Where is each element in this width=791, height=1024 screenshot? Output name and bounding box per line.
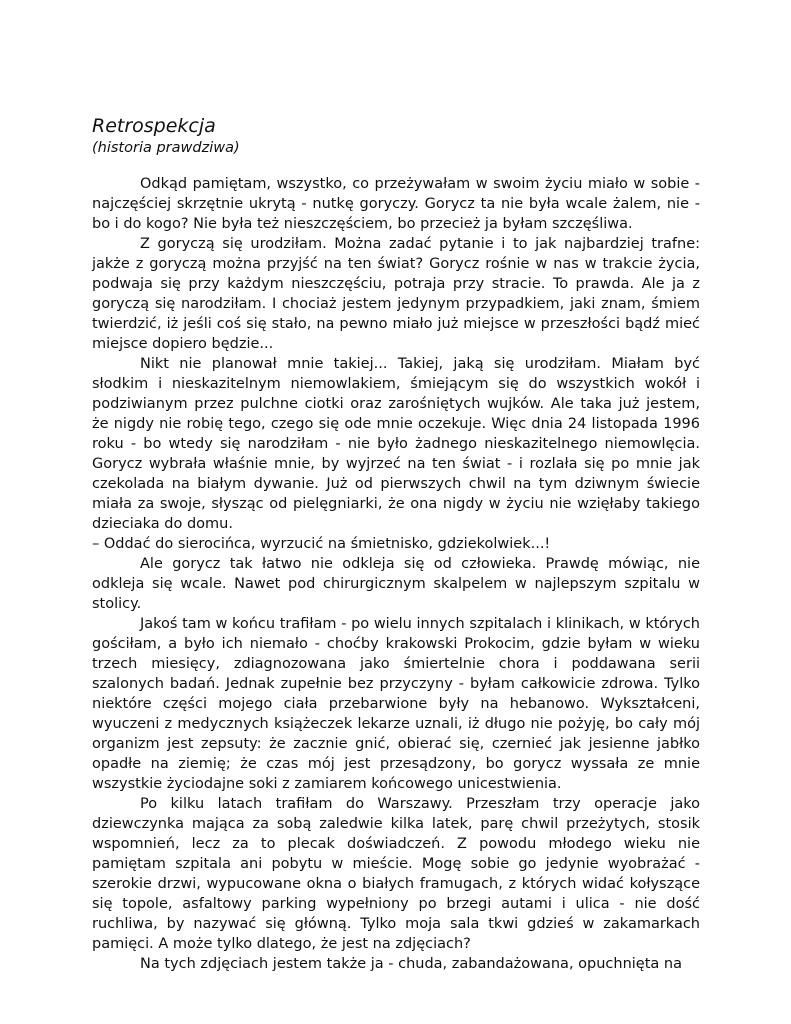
paragraph: Odkąd pamiętam, wszystko, co przeżywałam w swoim życiu miało w sobie - najczęściej skrzętnie ukrytą - nutkę goryczy. Gorycz ta nie była wcale żalem, nie - bo i do kogo? Nie była też nieszczęściem, bo przecież ja byłam szczęśliwa. xyxy=(92,176,700,232)
document-subtitle: (historia prawdziwa) xyxy=(92,140,240,156)
document-title: Retrospekcja xyxy=(92,115,216,137)
paragraph: Jakoś tam w końcu trafiłam - po wielu innych szpitalach i klinikach, w których gościłam, a było ich niemało - choćby krakowski Prokocim, gdzie byłam w wieku trzech miesięcy, zdiagnozowana jako śmiertelnie chora i poddawana serii szalonych badań. Jednak zupełnie bez przyczyny - byłam całkowicie zdrowa. Tylko niektóre części mojego ciała przebarwione były na hebanowo. Wykształceni, wyuczeni z medycznych książeczek lekarze uznali, iż długo nie pożyję, bo cały mój organizm jest zepsuty: że zacznie gnić, obierać się, czernieć jak jesienne jabłko opadłe na ziemię; że czas mój jest przesądzony, bo gorycz wyssała ze mnie wszystkie życiodajne soki z zamiarem końcowego unicestwienia. xyxy=(92,616,700,792)
document-page xyxy=(92,114,700,974)
paragraph: Ale gorycz tak łatwo nie odkleja się od człowieka. Prawdę mówiąc, nie odkleja się wcale. Nawet pod chirurgicznym skalpelem w najlepszym szpitalu w stolicy. xyxy=(92,556,700,612)
paragraph: Z goryczą się urodziłam. Można zadać pytanie i to jak najbardziej trafne: jakże z goryczą można przyjść na ten świat? Gorycz rośnie w nas w trakcie życia, podwaja się przy każdym nieszczęściu, potraja przy stracie. To prawda. Ale ja z goryczą się narodziłam. I chociaż jestem jedynym przypadkiem, jaki znam, śmiem twierdzić, iż jeśli coś się stało, na pewno miało już miejsce w przeszłości bądź mieć miejsce dopiero będzie... xyxy=(92,236,700,352)
paragraph-truncated: Na tych zdjęciach jestem także ja - chuda, zabandażowana, opuchnięta na xyxy=(140,956,682,972)
paragraph: Nikt nie planował mnie takiej... Takiej, jaką się urodziłam. Miałam być słodkim i nieskazitelnym niemowlakiem, śmiejącym się do wszystkich wokół i podziwianym przez pulchne ciotki oraz zarośniętych wujków. Ale taka już jestem, że nigdy nie robię tego, czego się ode mnie oczekuje. Więc dnia 24 listopada 1996 roku - bo wtedy się narodziłam - nie było żadnego nieskazitelnego niemowlęcia. Gorycz wybrała właśnie mnie, by wyjrzeć na ten świat - i rozlała się po mnie jak czekolada na białym dywanie. Już od pierwszych chwil na tym dziwnym świecie miała za swoje, słysząc od pielęgniarki, że ona nigdy w życiu nie wzięłaby takiego dzieciaka do domu. xyxy=(92,356,700,532)
dialogue-line: – Oddać do sierocińca, wyrzucić na śmietnisko, gdziekolwiek...! xyxy=(92,536,551,552)
paragraph: Po kilku latach trafiłam do Warszawy. Przeszłam trzy operacje jako dziewczynka mająca za sobą zaledwie kilka latek, parę chwil przeżytych, stosik wspomnień, lecz za to plecak doświadczeń. Z powodu młodego wieku nie pamiętam szpitala ani pobytu w mieście. Mogę sobie go jedynie wyobrażać - szerokie drzwi, wypucowane okna o białych framugach, z których widać kołyszące się topole, asfaltowy parking wypełniony po brzegi autami i ulica - nie dość ruchliwa, by nazywać się główną. Tylko moja sala tkwi gdzieś w zakamarkach pamięci. A może tylko dlatego, że jest na zdjęciach? xyxy=(92,796,700,952)
